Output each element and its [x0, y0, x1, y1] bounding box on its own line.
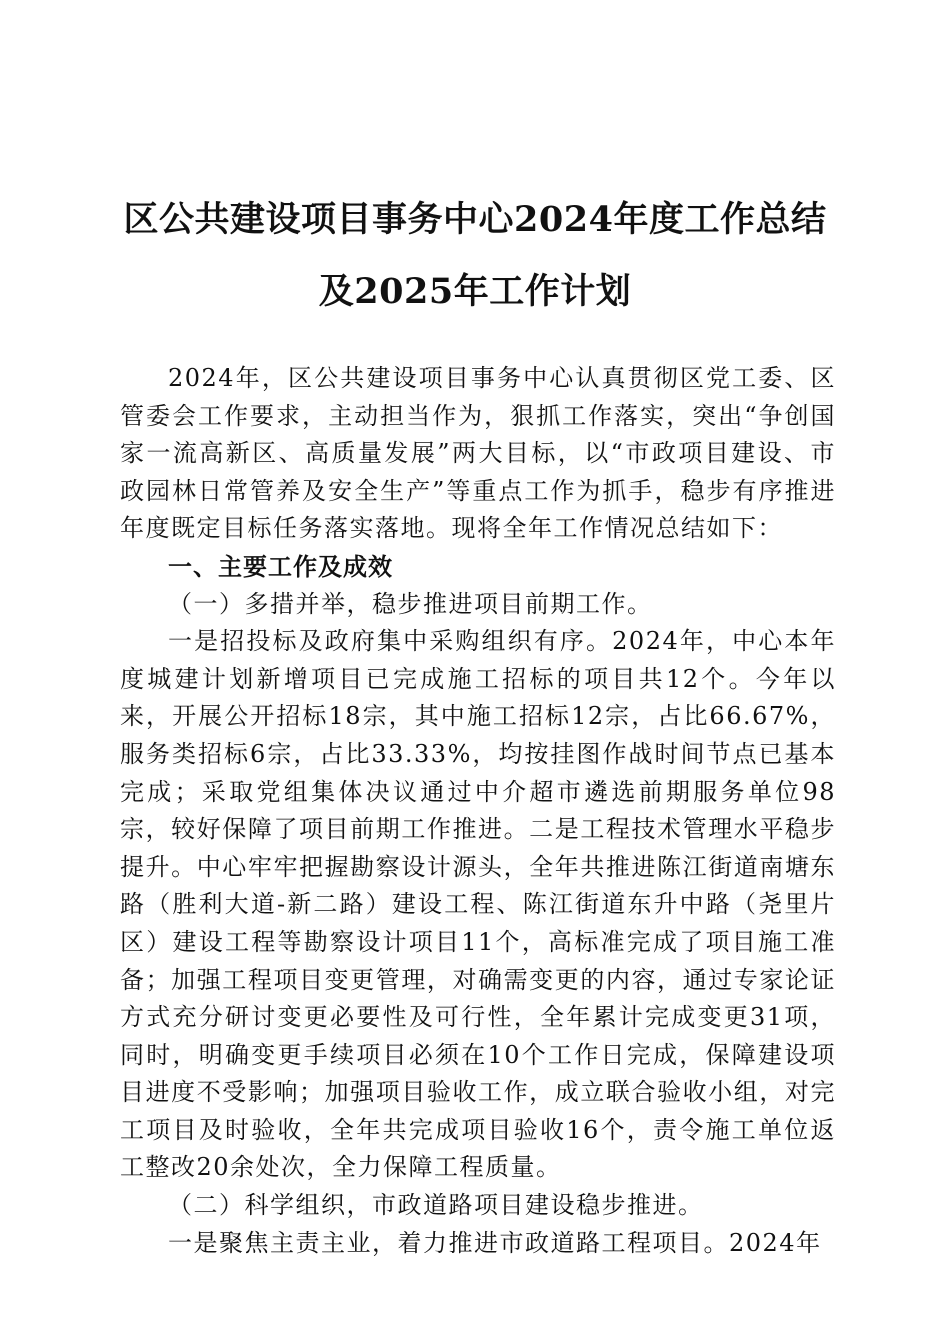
- document-title-line-2: 及2025年工作计划: [318, 271, 632, 312]
- subsection-heading: （二）科学组织，市政道路项目建设稳步推进。: [168, 1191, 704, 1220]
- subsection-heading: （一）多措并举，稳步推进项目前期工作。: [168, 589, 653, 618]
- section-heading: 一、主要工作及成效: [168, 551, 393, 581]
- body-paragraph: 一是招投标及政府集中采购组织有序。2024年，中心本年度城建计划新增项目已完成施工招标的项目共12个。今年以来，开展公开招标18宗，其中施工招标12宗，占比66.67%，服务类招标6宗，占比33.33%，均按挂图作战时间节点已基本完成；采取党组集体决议通过中介超市遴选前期服务单位98宗，较好保障了项目前期工作推进。二是工程技术管理水平稳步提升。中心牢牢把握勘察设计源头，全年共推进陈江街道南塘东路（胜利大道-新二路）建设工程、陈江街道东升中路（尧里片区）建设工程等勘察设计项目11个，高标准完成了项目施工准备；加强工程项目变更管理，对确需变更的内容，通过专家论证方式充分研讨变更必要性及可行性，全年累计完成变更31项，同时，明确变更手续项目必须在10个工作日完成，保障建设项目进度不受影响；加强项目验收工作，成立联合验收小组，对完工项目及时验收，全年共完成项目验收16个，责令施工单位返工整改20余处次，全力保障工程质量。: [120, 627, 836, 1182]
- document-body: [120, 360, 836, 1262]
- document-title-line-1: 区公共建设项目事务中心2024年度工作总结: [123, 199, 827, 240]
- body-paragraph: 一是聚焦主责主业，着力推进市政道路工程项目。2024年: [168, 1228, 822, 1257]
- intro-paragraph: 2024年，区公共建设项目事务中心认真贯彻区党工委、区管委会工作要求，主动担当作为，狠抓工作落实，突出“争创国家一流高新区、高质量发展”两大目标，以“市政项目建设、市政园林日常管养及安全生产”等重点工作为抓手，稳步有序推进年度既定目标任务落实落地。现将全年工作情况总结如下：: [120, 364, 836, 543]
